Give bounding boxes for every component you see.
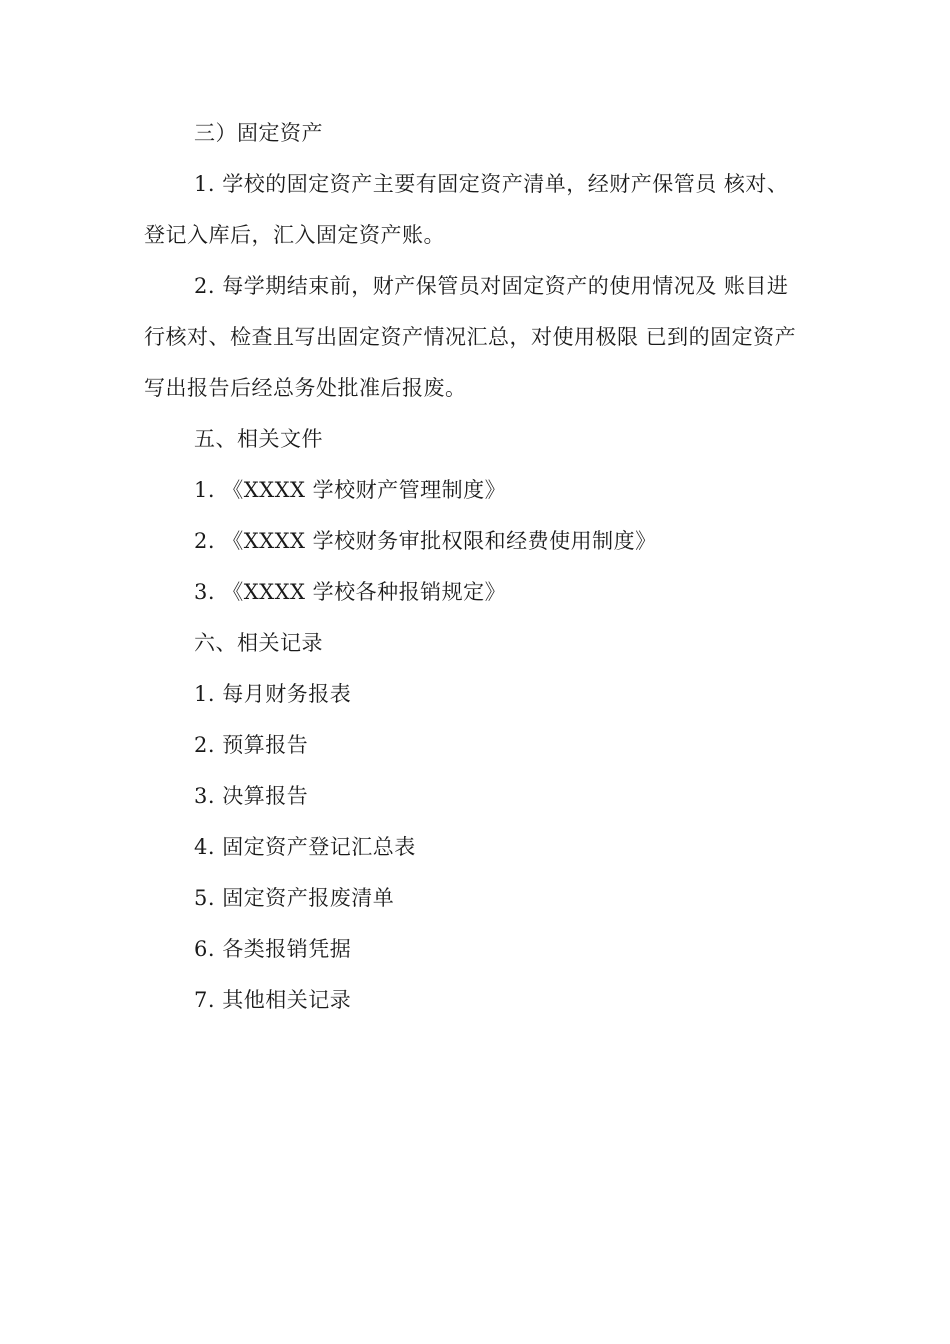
related-record-item: 7. 其他相关记录 [194,988,352,1012]
paragraph-line: 1. 学校的固定资产主要有固定资产清单，经财产保管员 核对、 [194,172,789,196]
related-record-item: 3. 决算报告 [194,784,309,808]
related-record-item: 2. 预算报告 [194,733,309,757]
related-record-item: 1. 每月财务报表 [194,682,352,706]
related-file-item: 1. 《XXXX 学校财产管理制度》 [194,478,507,502]
paragraph-line: 写出报告后经总务处批准后报废。 [144,376,467,400]
fixed-assets-item-1 [144,159,834,261]
section-heading-fixed-assets: 三）固定资产 [194,121,323,145]
section-heading-related-files: 五、相关文件 [194,427,323,451]
related-record-item: 4. 固定资产登记汇总表 [194,835,416,859]
document-body [144,108,834,1026]
paragraph-line: 2. 每学期结束前，财产保管员对固定资产的使用情况及 账目进 [194,274,789,298]
related-file-item: 2. 《XXXX 学校财务审批权限和经费使用制度》 [194,529,657,553]
fixed-assets-item-2 [144,261,834,414]
related-record-item: 6. 各类报销凭据 [194,937,352,961]
section-heading-related-records: 六、相关记录 [194,631,323,655]
paragraph-line: 行核对、检查且写出固定资产情况汇总，对使用极限 已到的固定资产 [144,325,797,349]
paragraph-line: 登记入库后，汇入固定资产账。 [144,223,445,247]
related-record-item: 5. 固定资产报废清单 [194,886,395,910]
related-file-item: 3. 《XXXX 学校各种报销规定》 [194,580,507,604]
